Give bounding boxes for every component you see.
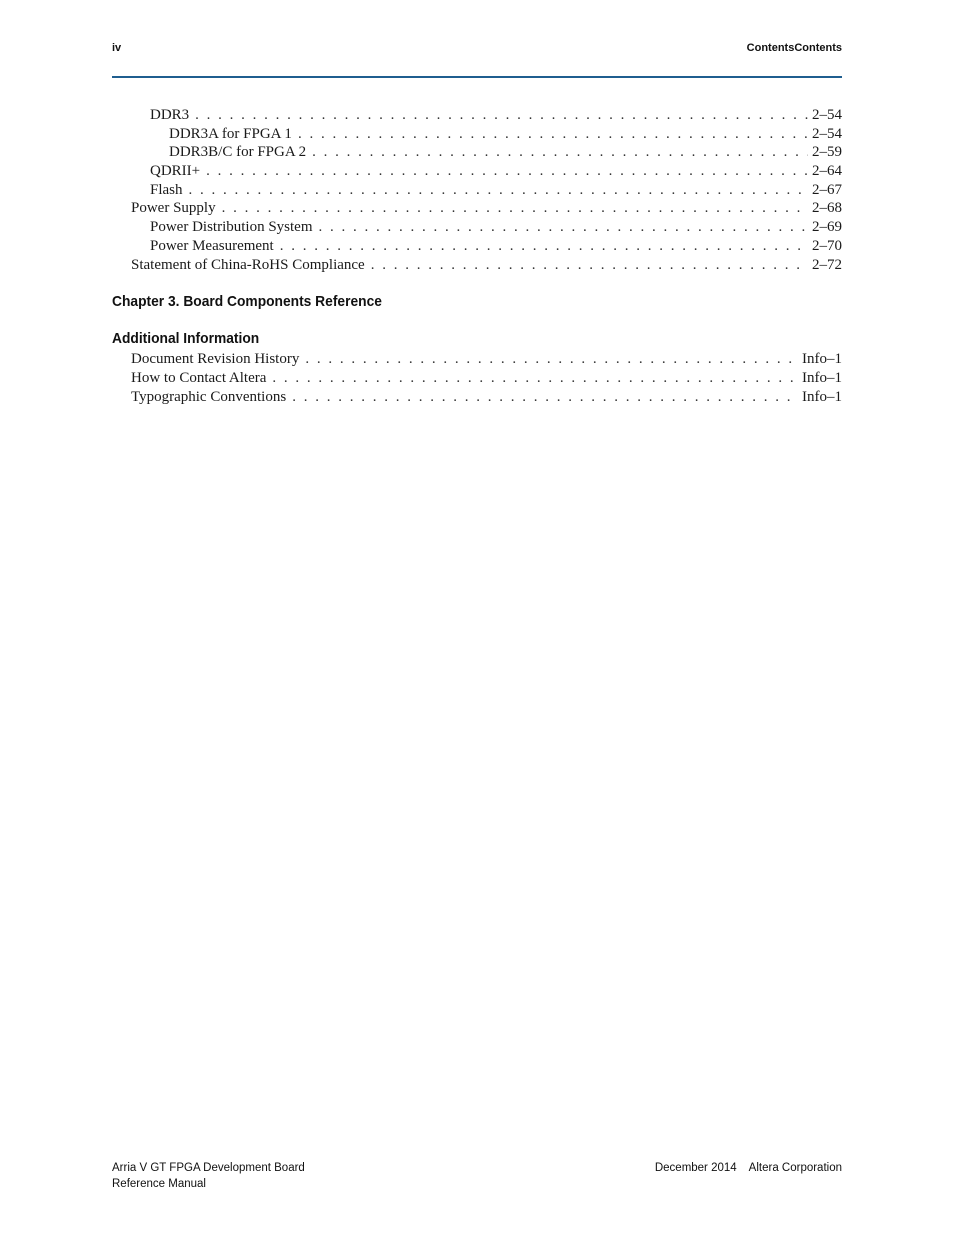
footer-publication-info <box>655 1160 842 1176</box>
dot-leader <box>206 162 808 181</box>
toc-entry-title: Statement of China-RoHS Compliance <box>131 256 365 273</box>
footer-company: Altera Corporation <box>748 1162 842 1174</box>
page-footer <box>112 1160 842 1196</box>
dot-leader <box>319 218 808 237</box>
dot-leader <box>280 237 808 256</box>
dot-leader <box>312 143 808 162</box>
toc-entry-title: Document Revision History <box>131 351 300 368</box>
toc-entry-page: 2–54 <box>812 125 842 142</box>
toc-entry-title: Typographic Conventions <box>131 388 287 405</box>
toc-entry-flash[interactable] <box>112 181 842 200</box>
toc-entry-page: 2–68 <box>812 200 842 217</box>
toc-entry-title: DDR3A for FPGA 1 <box>169 125 292 142</box>
toc-entry-typographic-conventions[interactable] <box>112 388 842 407</box>
toc-entry-document-revision-history[interactable] <box>112 350 842 369</box>
dot-leader <box>298 125 808 144</box>
toc-entry-title: Power Distribution System <box>150 219 313 236</box>
dot-leader <box>189 181 808 200</box>
toc-entry-page: 2–70 <box>812 237 842 254</box>
toc-entry-title: QDRII+ <box>150 163 201 180</box>
footer-title-line1: Arria V GT FPGA Development Board <box>112 1162 305 1174</box>
toc-entry-ddr3a[interactable] <box>112 125 842 144</box>
dot-leader <box>272 369 796 388</box>
toc-entry-title: Power Measurement <box>150 237 274 254</box>
toc-entry-ddr3[interactable] <box>112 106 842 125</box>
toc-entry-how-to-contact[interactable] <box>112 369 842 388</box>
toc-entry-page: 2–72 <box>812 256 842 273</box>
toc-entry-page: 2–67 <box>812 181 842 198</box>
toc-entry-qdrii[interactable] <box>112 162 842 181</box>
toc-entry-title: DDR3B/C for FPGA 2 <box>169 144 307 161</box>
dot-leader <box>292 388 796 407</box>
footer-date: December 2014 <box>654 1162 737 1174</box>
toc-entry-page: 2–64 <box>812 163 842 180</box>
toc-entry-title: How to Contact Altera <box>131 369 267 386</box>
toc-entry-title: Power Supply <box>131 200 216 217</box>
footer-title-line2: Reference Manual <box>112 1178 206 1190</box>
toc-entry-page: Info–1 <box>802 351 842 368</box>
toc-entry-title: DDR3 <box>150 107 190 123</box>
toc-entry-page: 2–54 <box>812 107 842 123</box>
toc-entry-page: Info–1 <box>802 388 842 405</box>
toc-entry-title: Flash <box>150 181 183 198</box>
dot-leader <box>305 350 796 369</box>
table-of-contents <box>112 106 842 406</box>
dot-leader <box>195 106 808 125</box>
chapter-3-heading[interactable]: Chapter 3. Board Components Reference <box>112 293 382 311</box>
toc-entry-page: Info–1 <box>802 369 842 386</box>
additional-information-heading[interactable]: Additional Information <box>112 330 260 348</box>
toc-entry-ddr3bc[interactable] <box>112 143 842 162</box>
dot-leader <box>371 256 808 275</box>
toc-entry-power-supply[interactable] <box>112 199 842 218</box>
toc-entry-china-rohs[interactable] <box>112 256 842 275</box>
footer-document-title <box>112 1160 305 1192</box>
page-number: iv <box>112 42 122 54</box>
section-title: ContentsContents <box>746 42 842 54</box>
toc-entry-page: 2–59 <box>812 144 842 161</box>
dot-leader <box>222 199 808 218</box>
toc-entry-power-distribution[interactable] <box>112 218 842 237</box>
header-divider <box>112 76 842 78</box>
additional-information-list <box>112 350 842 406</box>
toc-entry-page: 2–69 <box>812 219 842 236</box>
toc-entry-power-measurement[interactable] <box>112 237 842 256</box>
page-header <box>112 42 842 60</box>
